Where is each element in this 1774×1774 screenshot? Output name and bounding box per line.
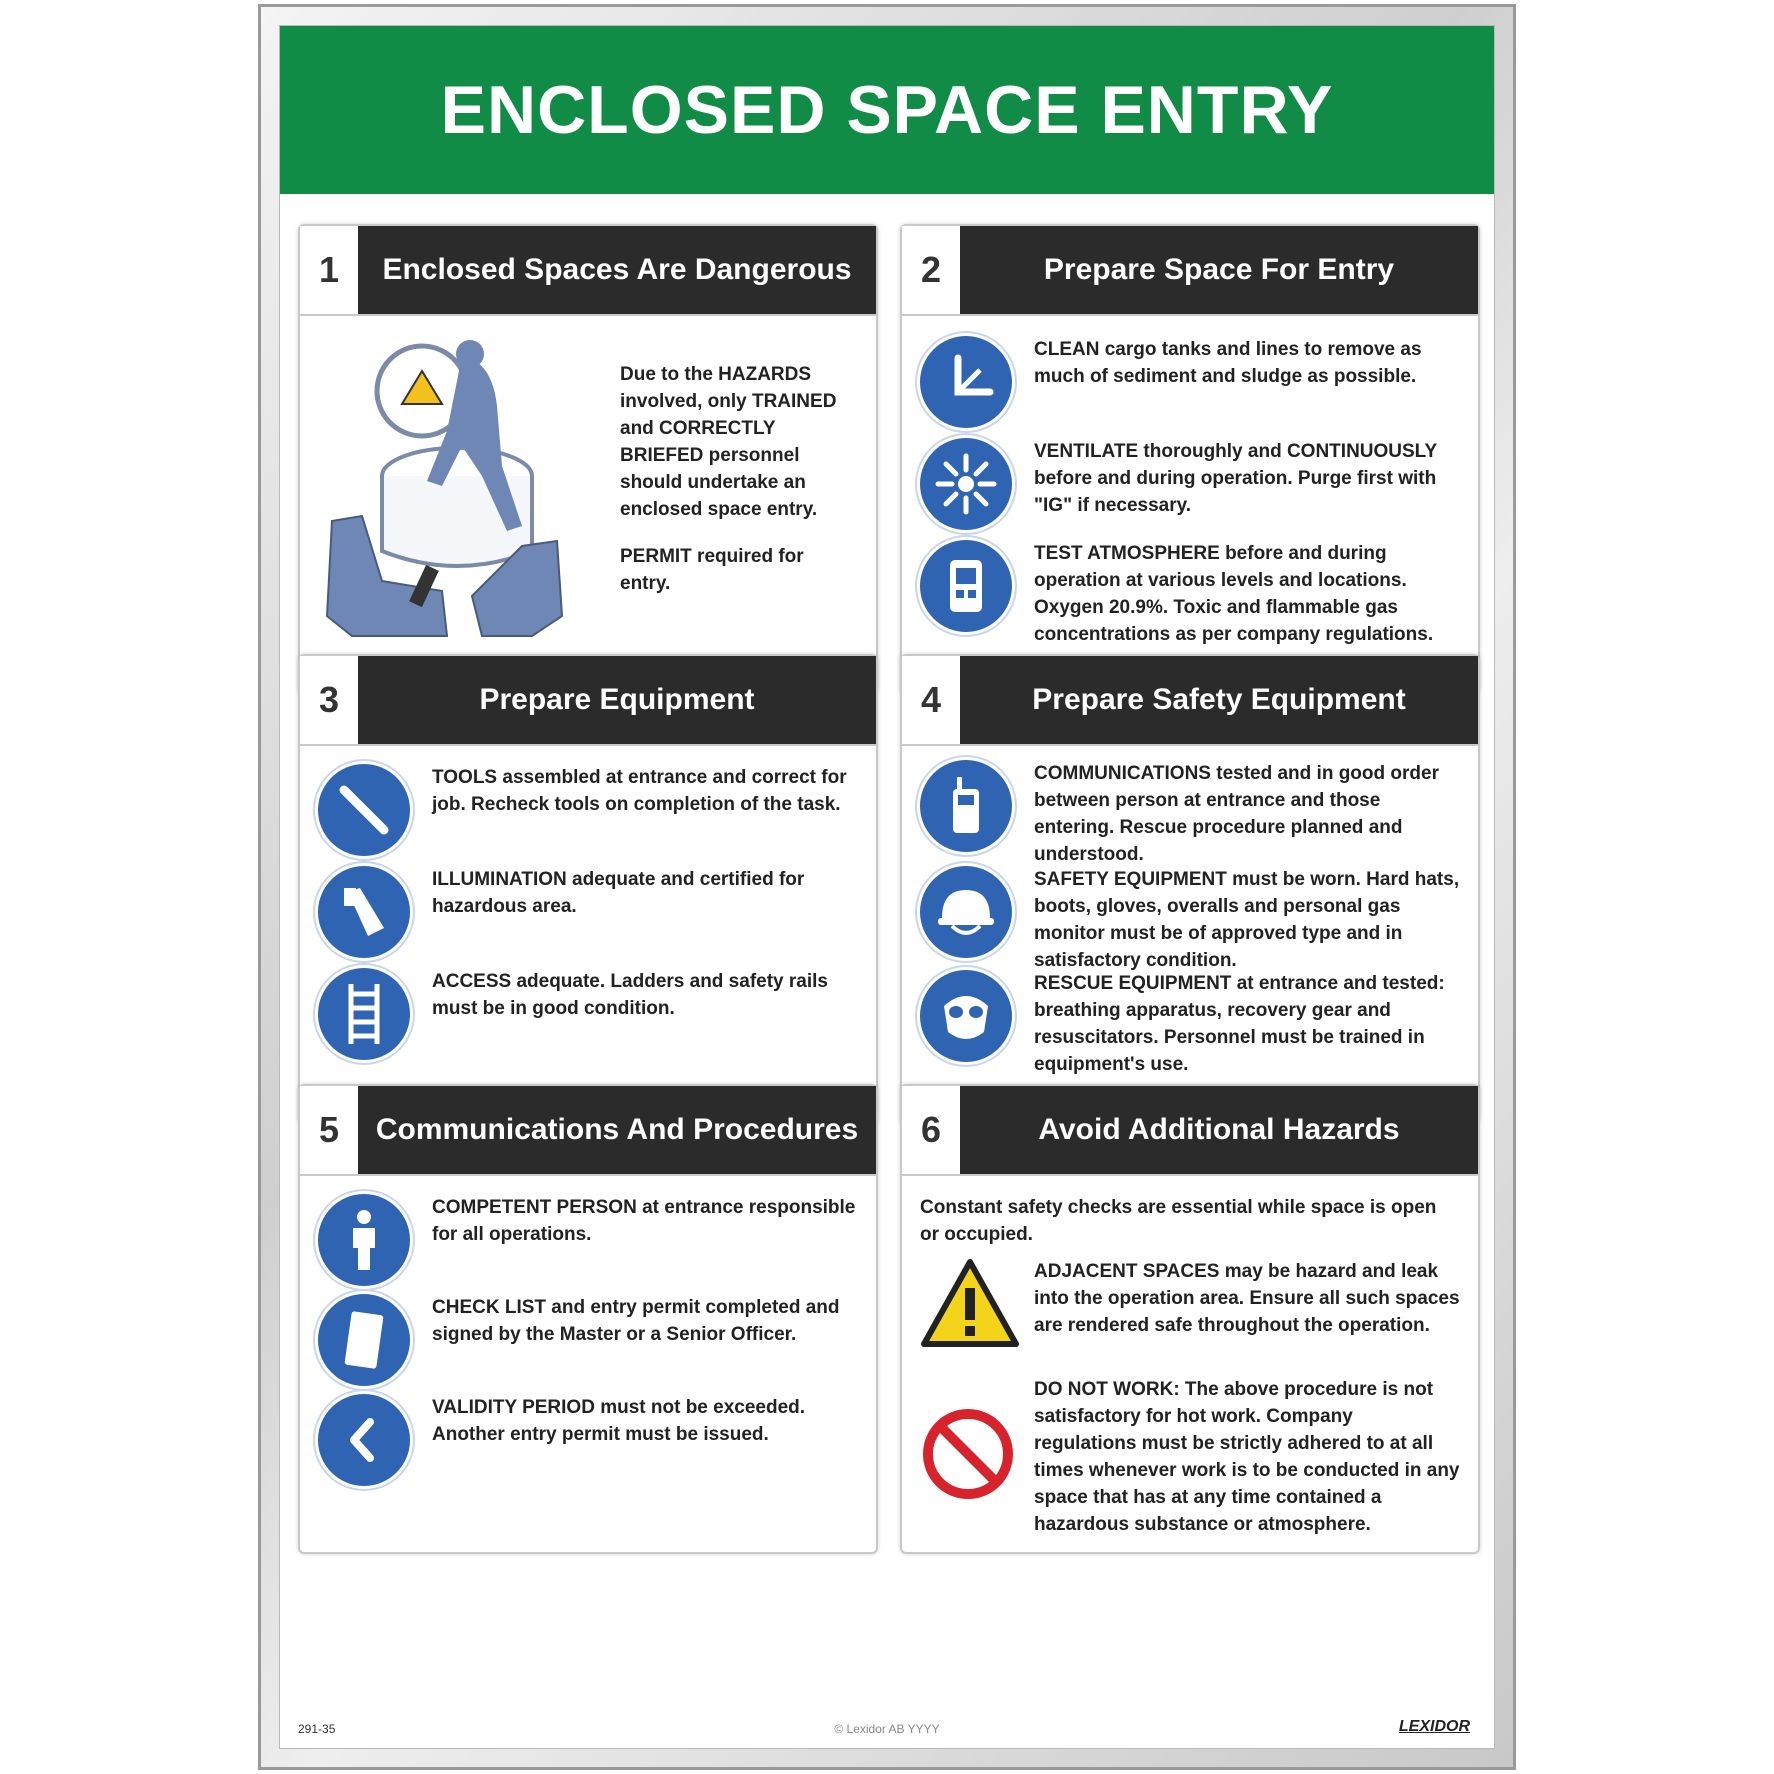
list-item [318, 1394, 858, 1486]
panel-number: 6 [902, 1086, 960, 1174]
panel-3 [298, 654, 878, 1124]
panel-number: 4 [902, 656, 960, 744]
product-code: 291-35 [298, 1722, 336, 1736]
warning-triangle-icon [920, 1258, 1020, 1350]
panel-title: Avoid Additional Hazards [960, 1086, 1478, 1174]
panel-number: 1 [300, 226, 358, 314]
panel-header [300, 226, 876, 316]
panel-1 [298, 224, 878, 694]
panel-1-text [620, 361, 850, 617]
item-text: ACCESS adequate. Ladders and safety rails must be in good condition. [432, 971, 828, 1019]
list-item [920, 970, 1460, 1078]
clock-icon [318, 1394, 410, 1486]
sign-frame [258, 4, 1516, 1770]
ladder-icon [318, 968, 410, 1060]
list-item [318, 764, 858, 856]
gas-detector-icon [920, 540, 1012, 632]
item-text: CHECK LIST and entry permit completed and signed by the Master or a Senior Officer. [432, 1297, 840, 1345]
breathing-apparatus-icon [920, 970, 1012, 1062]
list-item [920, 1258, 1460, 1350]
panel-title: Prepare Equipment [358, 656, 876, 744]
panel-title: Prepare Safety Equipment [960, 656, 1478, 744]
panel-header [902, 656, 1478, 746]
title-banner [280, 26, 1494, 194]
item-text: SAFETY EQUIPMENT must be worn. Hard hats, boots, gloves, overalls and personal gas monitor must be of approved type and in satisfactory condition. [1034, 869, 1460, 971]
item-text: RESCUE EQUIPMENT at entrance and tested: breathing apparatus, recovery gear and resuscitators. Personnel must be trained in equipment's use. [1034, 973, 1445, 1075]
item-text: TOOLS assembled at entrance and correct for job. Recheck tools on completion of the task. [432, 767, 847, 815]
item-text: ADJACENT SPACES may be hazard and leak into the operation area. Ensure all such spaces are rendered safe throughout the operation. [1034, 1261, 1460, 1336]
list-item [318, 866, 858, 958]
ventilation-fan-icon [920, 438, 1012, 530]
panel-header [300, 656, 876, 746]
panel-header [902, 226, 1478, 316]
panel-title: Enclosed Spaces Are Dangerous [358, 226, 876, 314]
person-icon [318, 1194, 410, 1286]
list-item [920, 438, 1460, 530]
item-text: TEST ATMOSPHERE before and during operation at various levels and locations. Oxygen 20.9%. Toxic and flammable gas concentrations as per company regulations. [1034, 543, 1434, 645]
item-text: CLEAN cargo tanks and lines to remove as much of sediment and sludge as possible. [1034, 339, 1422, 387]
panel-number: 3 [300, 656, 358, 744]
tools-icon [318, 764, 410, 856]
list-item [318, 1194, 858, 1286]
prohibition-icon [920, 1406, 1020, 1506]
flashlight-icon [318, 866, 410, 958]
list-item [920, 760, 1460, 868]
paragraph: PERMIT required for entry. [620, 546, 804, 594]
list-item [920, 336, 1460, 428]
hard-hat-icon [920, 866, 1012, 958]
poster [279, 25, 1495, 1749]
item-text: COMMUNICATIONS tested and in good order between person at entrance and those entering. Rescue procedure planned and understood. [1034, 763, 1439, 865]
item-text: VENTILATE thoroughly and CONTINUOUSLY before and during operation. Purge first with "IG" if necessary. [1034, 441, 1437, 516]
radio-icon [920, 760, 1012, 852]
list-item [920, 1376, 1460, 1538]
panel-number: 2 [902, 226, 960, 314]
cleaning-icon [920, 336, 1012, 428]
panel-title: Communications And Procedures [358, 1086, 876, 1174]
item-text: ILLUMINATION adequate and certified for hazardous area. [432, 869, 805, 917]
brand-logo: LEXIDOR [1398, 1718, 1470, 1735]
checklist-icon [318, 1294, 410, 1386]
panel-6 [900, 1084, 1480, 1554]
worker-entering-tank-icon [322, 336, 582, 646]
list-item [920, 866, 1460, 974]
footer [280, 1708, 1494, 1748]
item-text: DO NOT WORK: The above procedure is not satisfactory for hot work. Company regulations must be strictly adhered to at all times whenever work is to be conducted in any space that has at any time contained a hazardous substance or atmosphere. [1034, 1379, 1460, 1535]
list-item [920, 540, 1460, 648]
item-text: COMPETENT PERSON at entrance responsible for all operations. [432, 1197, 856, 1245]
item-text: VALIDITY PERIOD must not be exceeded. Another entry permit must be issued. [432, 1397, 806, 1445]
panel-title: Prepare Space For Entry [960, 226, 1478, 314]
list-item [318, 1294, 858, 1386]
paragraph: Due to the HAZARDS involved, only TRAINED and CORRECTLY BRIEFED personnel should undertake an enclosed space entry. [620, 364, 837, 520]
panel-number: 5 [300, 1086, 358, 1174]
panel-4 [900, 654, 1480, 1124]
panel-header [300, 1086, 876, 1176]
page-title: ENCLOSED SPACE ENTRY [440, 72, 1334, 148]
list-item [318, 968, 858, 1060]
copyright: © Lexidor AB YYYY [834, 1722, 940, 1736]
panel-header [902, 1086, 1478, 1176]
panel-2 [900, 224, 1480, 694]
panel-5 [298, 1084, 878, 1554]
panel-intro: Constant safety checks are essential while space is open or occupied. [920, 1197, 1437, 1245]
